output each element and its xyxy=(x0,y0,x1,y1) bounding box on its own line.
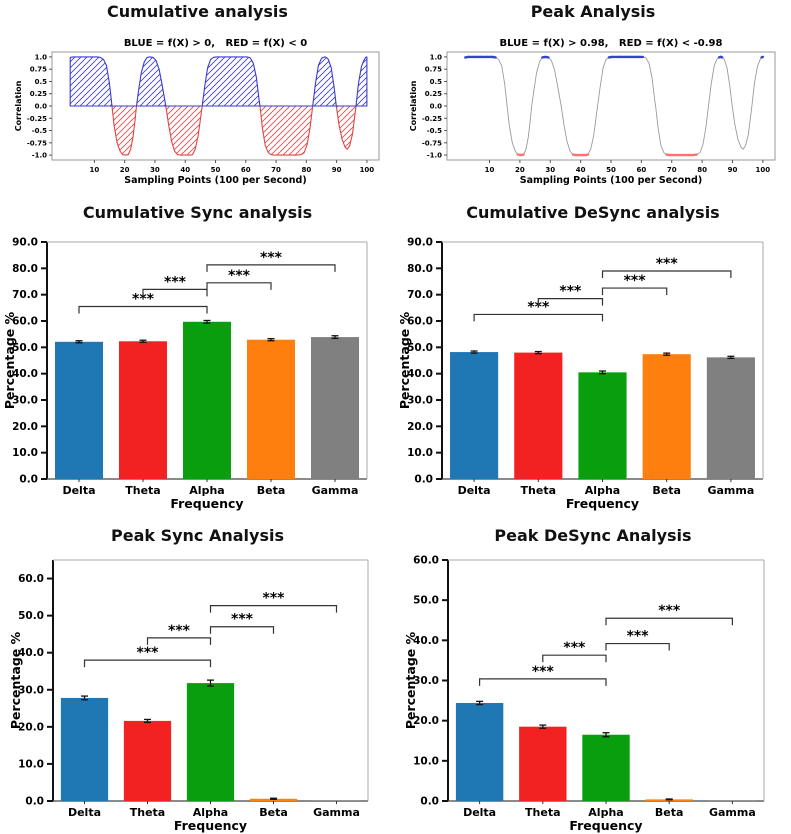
cumulative-analysis-title: Cumulative analysis xyxy=(107,2,288,21)
peak-sync-title: Peak Sync Analysis xyxy=(111,526,284,545)
cumulative-analysis-chart xyxy=(0,0,395,195)
significance-stars: *** xyxy=(164,274,186,291)
x-tick-label: 100 xyxy=(755,166,771,174)
cumulative-sync-chart xyxy=(0,195,395,520)
significance-stars: *** xyxy=(563,640,586,657)
significance-stars: *** xyxy=(228,267,250,284)
x-tick-label: 60 xyxy=(240,166,251,174)
y-tick-label: 0.0 xyxy=(414,473,433,486)
y-tick-label: 80.0 xyxy=(12,262,38,275)
y-axis xyxy=(27,53,52,159)
bar-gamma xyxy=(707,357,755,479)
y-tick-label: 60.0 xyxy=(413,554,439,567)
peak-analysis-title: Peak Analysis xyxy=(530,2,656,21)
significance-brackets xyxy=(474,256,731,321)
x-axis-label: Sampling Points (100 per Second) xyxy=(519,175,703,186)
y-tick-label: 50.0 xyxy=(18,610,44,623)
y-tick-label: 0.75 xyxy=(424,65,442,74)
panel-cumulative-desync xyxy=(395,195,791,520)
y-tick-label: 1.0 xyxy=(429,53,442,62)
bar-theta xyxy=(119,341,167,479)
x-tick-label: 10 xyxy=(89,166,100,174)
y-tick-label: -0.25 xyxy=(421,114,442,123)
y-tick-label: 0.5 xyxy=(429,77,442,86)
x-category-label: Beta xyxy=(652,484,681,497)
y-tick-label: 30.0 xyxy=(413,675,439,687)
x-tick-label: 20 xyxy=(119,166,130,174)
significance-stars: *** xyxy=(559,283,582,300)
panel-peak-analysis xyxy=(395,0,791,195)
y-tick-label: -1.0 xyxy=(31,151,47,160)
y-tick-label: 20.0 xyxy=(413,715,439,728)
y-tick-label: 1.0 xyxy=(34,53,47,62)
bar-alpha xyxy=(578,372,626,479)
bars xyxy=(456,703,756,801)
y-tick-label: 0.25 xyxy=(29,90,47,99)
y-tick-label: 60.0 xyxy=(12,315,38,328)
x-tick-label: 50 xyxy=(606,166,616,174)
axes-box xyxy=(447,52,775,160)
peak-sync-svg xyxy=(0,520,395,834)
y-axis-label: Percentage % xyxy=(403,631,418,730)
significance-stars: *** xyxy=(531,663,554,680)
bar-theta xyxy=(514,353,562,479)
y-tick-label: 80.0 xyxy=(407,262,433,275)
x-category-label: Beta xyxy=(256,484,286,497)
bar-delta xyxy=(456,703,503,801)
x-category-label: Gamma xyxy=(708,806,756,819)
x-category-label: Delta xyxy=(67,806,102,819)
x-tick-label: 10 xyxy=(484,166,495,174)
bar-delta xyxy=(61,698,108,801)
x-tick-label: 50 xyxy=(210,166,221,174)
y-tick-label: 20.0 xyxy=(18,721,44,734)
x-axis xyxy=(485,160,771,174)
x-category-label: Alpha xyxy=(192,806,229,819)
y-axis-label: Percentage % xyxy=(397,311,412,410)
x-axis xyxy=(62,479,358,497)
significance-stars: *** xyxy=(136,645,159,662)
bracket xyxy=(474,314,602,321)
y-tick-label: -1.0 xyxy=(426,151,442,160)
bars xyxy=(61,683,360,801)
x-axis-label: Frequency xyxy=(173,818,248,833)
x-axis-label: Sampling Points (100 per Second) xyxy=(124,175,307,186)
y-tick-label: -0.5 xyxy=(31,127,47,136)
y-axis xyxy=(422,53,447,159)
significance-brackets xyxy=(79,250,335,314)
y-tick-label: -0.25 xyxy=(26,114,47,123)
y-tick-label: 0.25 xyxy=(424,90,442,99)
y-axis-label: Correlation xyxy=(409,80,418,132)
x-category-label: Gamma xyxy=(313,806,360,819)
significance-stars: *** xyxy=(231,611,253,628)
y-tick-label: -0.75 xyxy=(26,139,47,148)
y-tick-label: 10.0 xyxy=(407,447,433,460)
bracket xyxy=(603,288,667,295)
bracket xyxy=(207,283,271,290)
x-tick-label: 20 xyxy=(515,166,525,174)
cumulative-desync-title: Cumulative DeSync analysis xyxy=(466,203,720,222)
y-tick-label: 30.0 xyxy=(18,684,44,697)
bars xyxy=(55,322,359,479)
error-bars xyxy=(476,701,673,799)
x-tick-label: 80 xyxy=(301,166,312,174)
panel-peak-desync xyxy=(395,520,791,834)
x-category-label: Alpha xyxy=(189,484,225,497)
y-tick-label: 40.0 xyxy=(413,634,439,647)
significance-stars: *** xyxy=(626,628,649,645)
bar-alpha xyxy=(183,322,231,479)
bracket xyxy=(543,655,606,662)
y-tick-label: 70.0 xyxy=(407,289,433,302)
significance-stars: *** xyxy=(168,622,190,639)
y-tick-label: 40.0 xyxy=(18,647,44,660)
bracket xyxy=(79,307,207,314)
x-category-label: Beta xyxy=(259,806,288,819)
bracket xyxy=(207,265,335,272)
bar-alpha xyxy=(582,735,629,801)
y-axis xyxy=(18,573,53,807)
x-tick-label: 90 xyxy=(331,166,342,174)
cumulative-desync-svg xyxy=(395,195,791,520)
y-tick-label: 40.0 xyxy=(12,368,38,381)
bar-beta xyxy=(247,340,295,479)
y-tick-label: 10.0 xyxy=(18,758,44,771)
bracket xyxy=(606,618,732,625)
y-tick-label: 20.0 xyxy=(407,420,433,433)
x-axis xyxy=(68,801,360,819)
x-category-label: Delta xyxy=(62,484,96,497)
bracket xyxy=(480,679,606,686)
x-category-label: Beta xyxy=(654,806,684,819)
x-category-label: Theta xyxy=(129,806,166,819)
x-tick-label: 60 xyxy=(636,166,647,174)
x-category-label: Gamma xyxy=(311,484,359,497)
peak-desync-chart xyxy=(395,520,791,834)
x-tick-label: 70 xyxy=(271,166,281,174)
bracket xyxy=(606,644,669,651)
bar-theta xyxy=(124,721,171,801)
significance-stars: *** xyxy=(623,273,646,290)
x-category-label: Delta xyxy=(457,484,491,497)
significance-stars: *** xyxy=(262,590,285,607)
y-tick-label: 0.0 xyxy=(420,795,439,808)
significance-stars: *** xyxy=(527,299,550,316)
peak-desync-svg xyxy=(395,520,791,834)
y-tick-label: 10.0 xyxy=(413,755,439,768)
bracket xyxy=(148,638,211,645)
y-tick-label: 60.0 xyxy=(407,315,433,328)
x-category-label: Gamma xyxy=(707,484,755,497)
bar-gamma xyxy=(311,337,359,479)
x-category-label: Theta xyxy=(525,806,561,819)
significance-stars: *** xyxy=(132,291,154,308)
significance-stars: *** xyxy=(658,603,681,620)
peak-markers xyxy=(465,57,763,155)
y-axis xyxy=(413,555,448,808)
x-tick-label: 100 xyxy=(359,166,375,174)
y-tick-label: 0.0 xyxy=(34,102,47,111)
x-axis xyxy=(90,160,375,174)
peak-sync-chart xyxy=(0,520,395,834)
x-axis-label: Frequency xyxy=(170,496,244,511)
y-tick-label: 0.5 xyxy=(34,77,47,86)
error-bars xyxy=(471,351,735,374)
axes-title: BLUE = f(X) > 0, RED = f(X) < 0 xyxy=(123,38,308,49)
x-tick-label: 30 xyxy=(150,166,160,174)
significance-brackets xyxy=(480,603,733,686)
y-tick-label: 50.0 xyxy=(407,341,433,354)
waveform xyxy=(70,57,367,155)
cumulative-analysis-svg xyxy=(0,0,395,195)
bar-theta xyxy=(519,727,566,801)
positive-region xyxy=(70,57,367,106)
significance-stars: *** xyxy=(655,255,678,272)
x-tick-label: 30 xyxy=(545,166,556,174)
y-tick-label: 90.0 xyxy=(12,236,38,249)
panel-cumulative-analysis xyxy=(0,0,395,195)
significance-brackets xyxy=(85,591,337,668)
y-tick-label: 0.75 xyxy=(29,65,47,74)
y-tick-label: 90.0 xyxy=(407,236,433,249)
x-category-label: Theta xyxy=(520,484,557,497)
x-category-label: Theta xyxy=(125,484,161,497)
y-axis-label: Percentage % xyxy=(2,311,17,410)
y-tick-label: 0.0 xyxy=(25,795,44,808)
y-tick-label: 20.0 xyxy=(12,420,38,433)
panel-cumulative-sync xyxy=(0,195,395,520)
cumulative-sync-svg xyxy=(0,195,395,520)
y-tick-label: 30.0 xyxy=(12,394,38,407)
y-tick-label: 10.0 xyxy=(12,447,38,460)
x-tick-label: 40 xyxy=(575,166,586,174)
panel-peak-sync xyxy=(0,520,395,834)
axes-title: BLUE = f(X) > 0.98, RED = f(X) < -0.98 xyxy=(499,38,723,49)
x-axis-label: Frequency xyxy=(565,496,640,511)
y-axis xyxy=(407,237,442,486)
y-tick-label: 60.0 xyxy=(18,573,44,586)
peak-analysis-svg xyxy=(395,0,791,195)
x-category-label: Alpha xyxy=(584,484,621,497)
y-axis xyxy=(12,237,47,486)
x-axis xyxy=(458,479,755,497)
x-axis xyxy=(463,801,756,819)
bar-alpha xyxy=(187,683,234,801)
y-tick-label: 0.0 xyxy=(429,102,442,111)
y-tick-label: 40.0 xyxy=(407,368,433,381)
x-tick-label: 70 xyxy=(666,166,677,174)
y-tick-label: 0.0 xyxy=(19,473,38,486)
bar-beta xyxy=(643,354,691,479)
negative-region xyxy=(70,106,367,155)
bracket xyxy=(603,271,731,278)
cumulative-sync-title: Cumulative Sync analysis xyxy=(82,203,313,222)
error-bars xyxy=(81,680,277,799)
y-axis-label: Correlation xyxy=(14,80,23,132)
y-tick-label: 50.0 xyxy=(413,594,439,607)
y-tick-label: -0.5 xyxy=(426,127,442,136)
x-tick-label: 40 xyxy=(180,166,191,174)
significance-stars: *** xyxy=(260,249,282,266)
bar-delta xyxy=(450,352,498,479)
bracket xyxy=(211,627,274,634)
y-tick-label: 30.0 xyxy=(407,394,433,407)
bar-delta xyxy=(55,342,103,479)
x-axis-label: Frequency xyxy=(569,818,643,833)
y-axis-label: Percentage % xyxy=(8,631,23,730)
y-tick-label: 70.0 xyxy=(12,289,38,302)
x-category-label: Alpha xyxy=(588,806,624,819)
y-tick-label: -0.75 xyxy=(421,139,442,148)
x-category-label: Delta xyxy=(463,806,497,819)
cumulative-desync-chart xyxy=(395,195,791,520)
y-tick-label: 50.0 xyxy=(12,341,38,354)
x-tick-label: 80 xyxy=(697,166,707,174)
bracket xyxy=(85,660,211,667)
x-tick-label: 90 xyxy=(727,166,738,174)
bracket xyxy=(211,606,337,613)
correlation-curve xyxy=(465,57,763,155)
peak-analysis-chart xyxy=(395,0,791,195)
peak-desync-title: Peak DeSync Analysis xyxy=(494,526,692,545)
